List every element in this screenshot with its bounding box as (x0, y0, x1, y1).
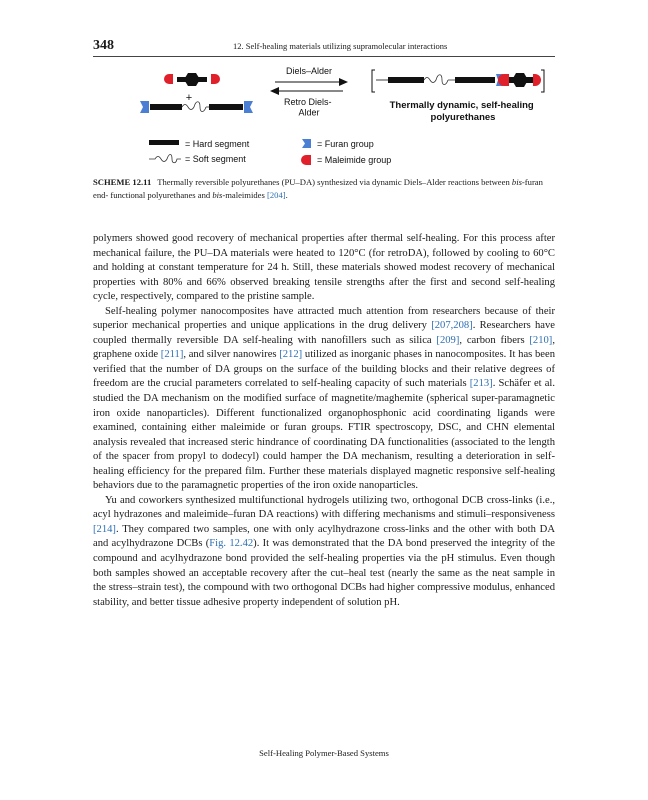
equilibrium-arrows (270, 78, 348, 95)
paragraph-2: Self-healing polymer nanocomposites have attracted much attention from researchers because of their superior mechanical properties and unique applications in the drug delivery [207,208]. Researchers have coupled thermally reversible DA self-healing with nanofillers such as silica [209], carbon fibers [210], graphene oxide [211], and silver nanowires [212] utilized as inorganic phases in nanocomposites. It has been verified that the number of DA groups on the surface of the building blocks and their relative degrees of freedom are the crucial parameters correlated to self-healing capacity of such materials [213]. Schäfer et al. studied the DA mechanism on the modified surface of magnetite/maghemite (spherical super-paramagnetic iron oxide nanoparticles). Different functionalized organophosphonic acid coordinating ligands were examined, containing either maleimide or furan groups. FTIR spectroscopy, DSC, and CHN elemental analysis revealed that increased steric hindrance of coordinating DA functionalities (associated to the length of the spacer from propyl to dodecyl) could hamper the DA mechanism, resulting a deterioration in self-healing efficiency for the prepared film. Further these materials displayed magnetic responsive self-healing behaviors due to the paramagnetic properties of the iron oxide nanoparticles. (93, 305, 555, 492)
diels-alder-label: Diels–Alder (285, 66, 333, 76)
running-head: 12. Self-healing materials utilizing supramolecular interactions (233, 41, 448, 51)
citation-link[interactable]: [214] (93, 523, 116, 535)
maleimide-icon (533, 74, 541, 86)
bis-furan-polyurethane (140, 101, 253, 113)
bis-maleimide-molecule (164, 73, 220, 86)
retro-diels-alder-label: Retro Diels- Alder (283, 97, 332, 118)
furan-icon (140, 101, 149, 113)
soft-segment-label: = Soft segment (185, 154, 246, 164)
page-footer: Self-Healing Polymer-Based Systems (259, 748, 389, 758)
pu-da-product (372, 70, 544, 92)
plus-sign: + (185, 92, 193, 104)
maleimide-icon (164, 74, 173, 84)
scheme-legend (149, 139, 391, 165)
scheme-figure (93, 60, 555, 170)
body-text (93, 232, 555, 610)
maleimide-icon (211, 74, 220, 84)
citation-link[interactable]: [212] (279, 349, 303, 361)
citation-link[interactable]: [204] (267, 190, 286, 200)
hard-segment-label: = Hard segment (185, 139, 250, 149)
paragraph-3: Yu and coworkers synthesized multifunctional hydrogels utilizing two, orthogonal DCB cross-links (i.e., acyl hydrazones and maleimide–furan DA reactions) with differing mechanisms and stimuli–responsiveness [214]. They compared two samples, one with only acylhydrazone cross-links and the other with both DA and acylhydrazone DCBs (Fig. 12.42). It was demonstrated that the DA bond preserved the integrity of the compound and acylhydrazone bond provided the self-healing properties via the pH stimulus. Even though both samples showed an acceptable recovery after the cut–heal test (nearly the same as the neat sample in the stress–strain test), the compound with two orthogonal DCBs had higher compressive modulus, enhanced stability, and better tissue adhesive property independent of solution pH. (93, 494, 556, 608)
furan-icon (302, 139, 311, 148)
caption-label: SCHEME 12.11 (93, 177, 152, 187)
citation-link[interactable]: [207,208] (431, 320, 473, 332)
page-number: 348 (93, 38, 114, 53)
furan-group-label: = Furan group (317, 139, 374, 149)
maleimide-icon (301, 155, 311, 165)
product-description: Thermally dynamic, self-healing polyurethanes (389, 100, 534, 123)
citation-link[interactable]: [209] (436, 334, 460, 346)
soft-segment-swatch (149, 155, 181, 163)
figure-link[interactable]: Fig. 12.42 (209, 538, 254, 550)
citation-link[interactable]: [213] (469, 378, 493, 390)
furan-icon (244, 101, 253, 113)
page-header (93, 38, 555, 54)
citation-link[interactable]: [211] (160, 349, 184, 361)
citation-link[interactable]: [210] (529, 334, 553, 346)
scheme-caption: SCHEME 12.11 Thermally reversible polyurethanes (PU–DA) synthesized via dynamic Diels–Alder reactions between bis-furan end- functional polyurethanes and bis-maleimides [204]. (93, 177, 543, 200)
hard-segment-swatch (149, 140, 179, 145)
header-rule (93, 56, 555, 57)
maleimide-group-label: = Maleimide group (317, 155, 392, 165)
paragraph-1: polymers showed good recovery of mechanical properties after thermal self-healing. For this process after mechanical failure, the PU–DA materials were heated to 120°C (for retroDA), followed by cooling to 60°C and holding at constant temperature for 24 h. Still, these materials showed modest recovery of mechanical properties with 80% and 66% observed breaking tensile strengths after the first and second self-healing cycle, respectively, compared to the pristine sample. (93, 233, 555, 303)
